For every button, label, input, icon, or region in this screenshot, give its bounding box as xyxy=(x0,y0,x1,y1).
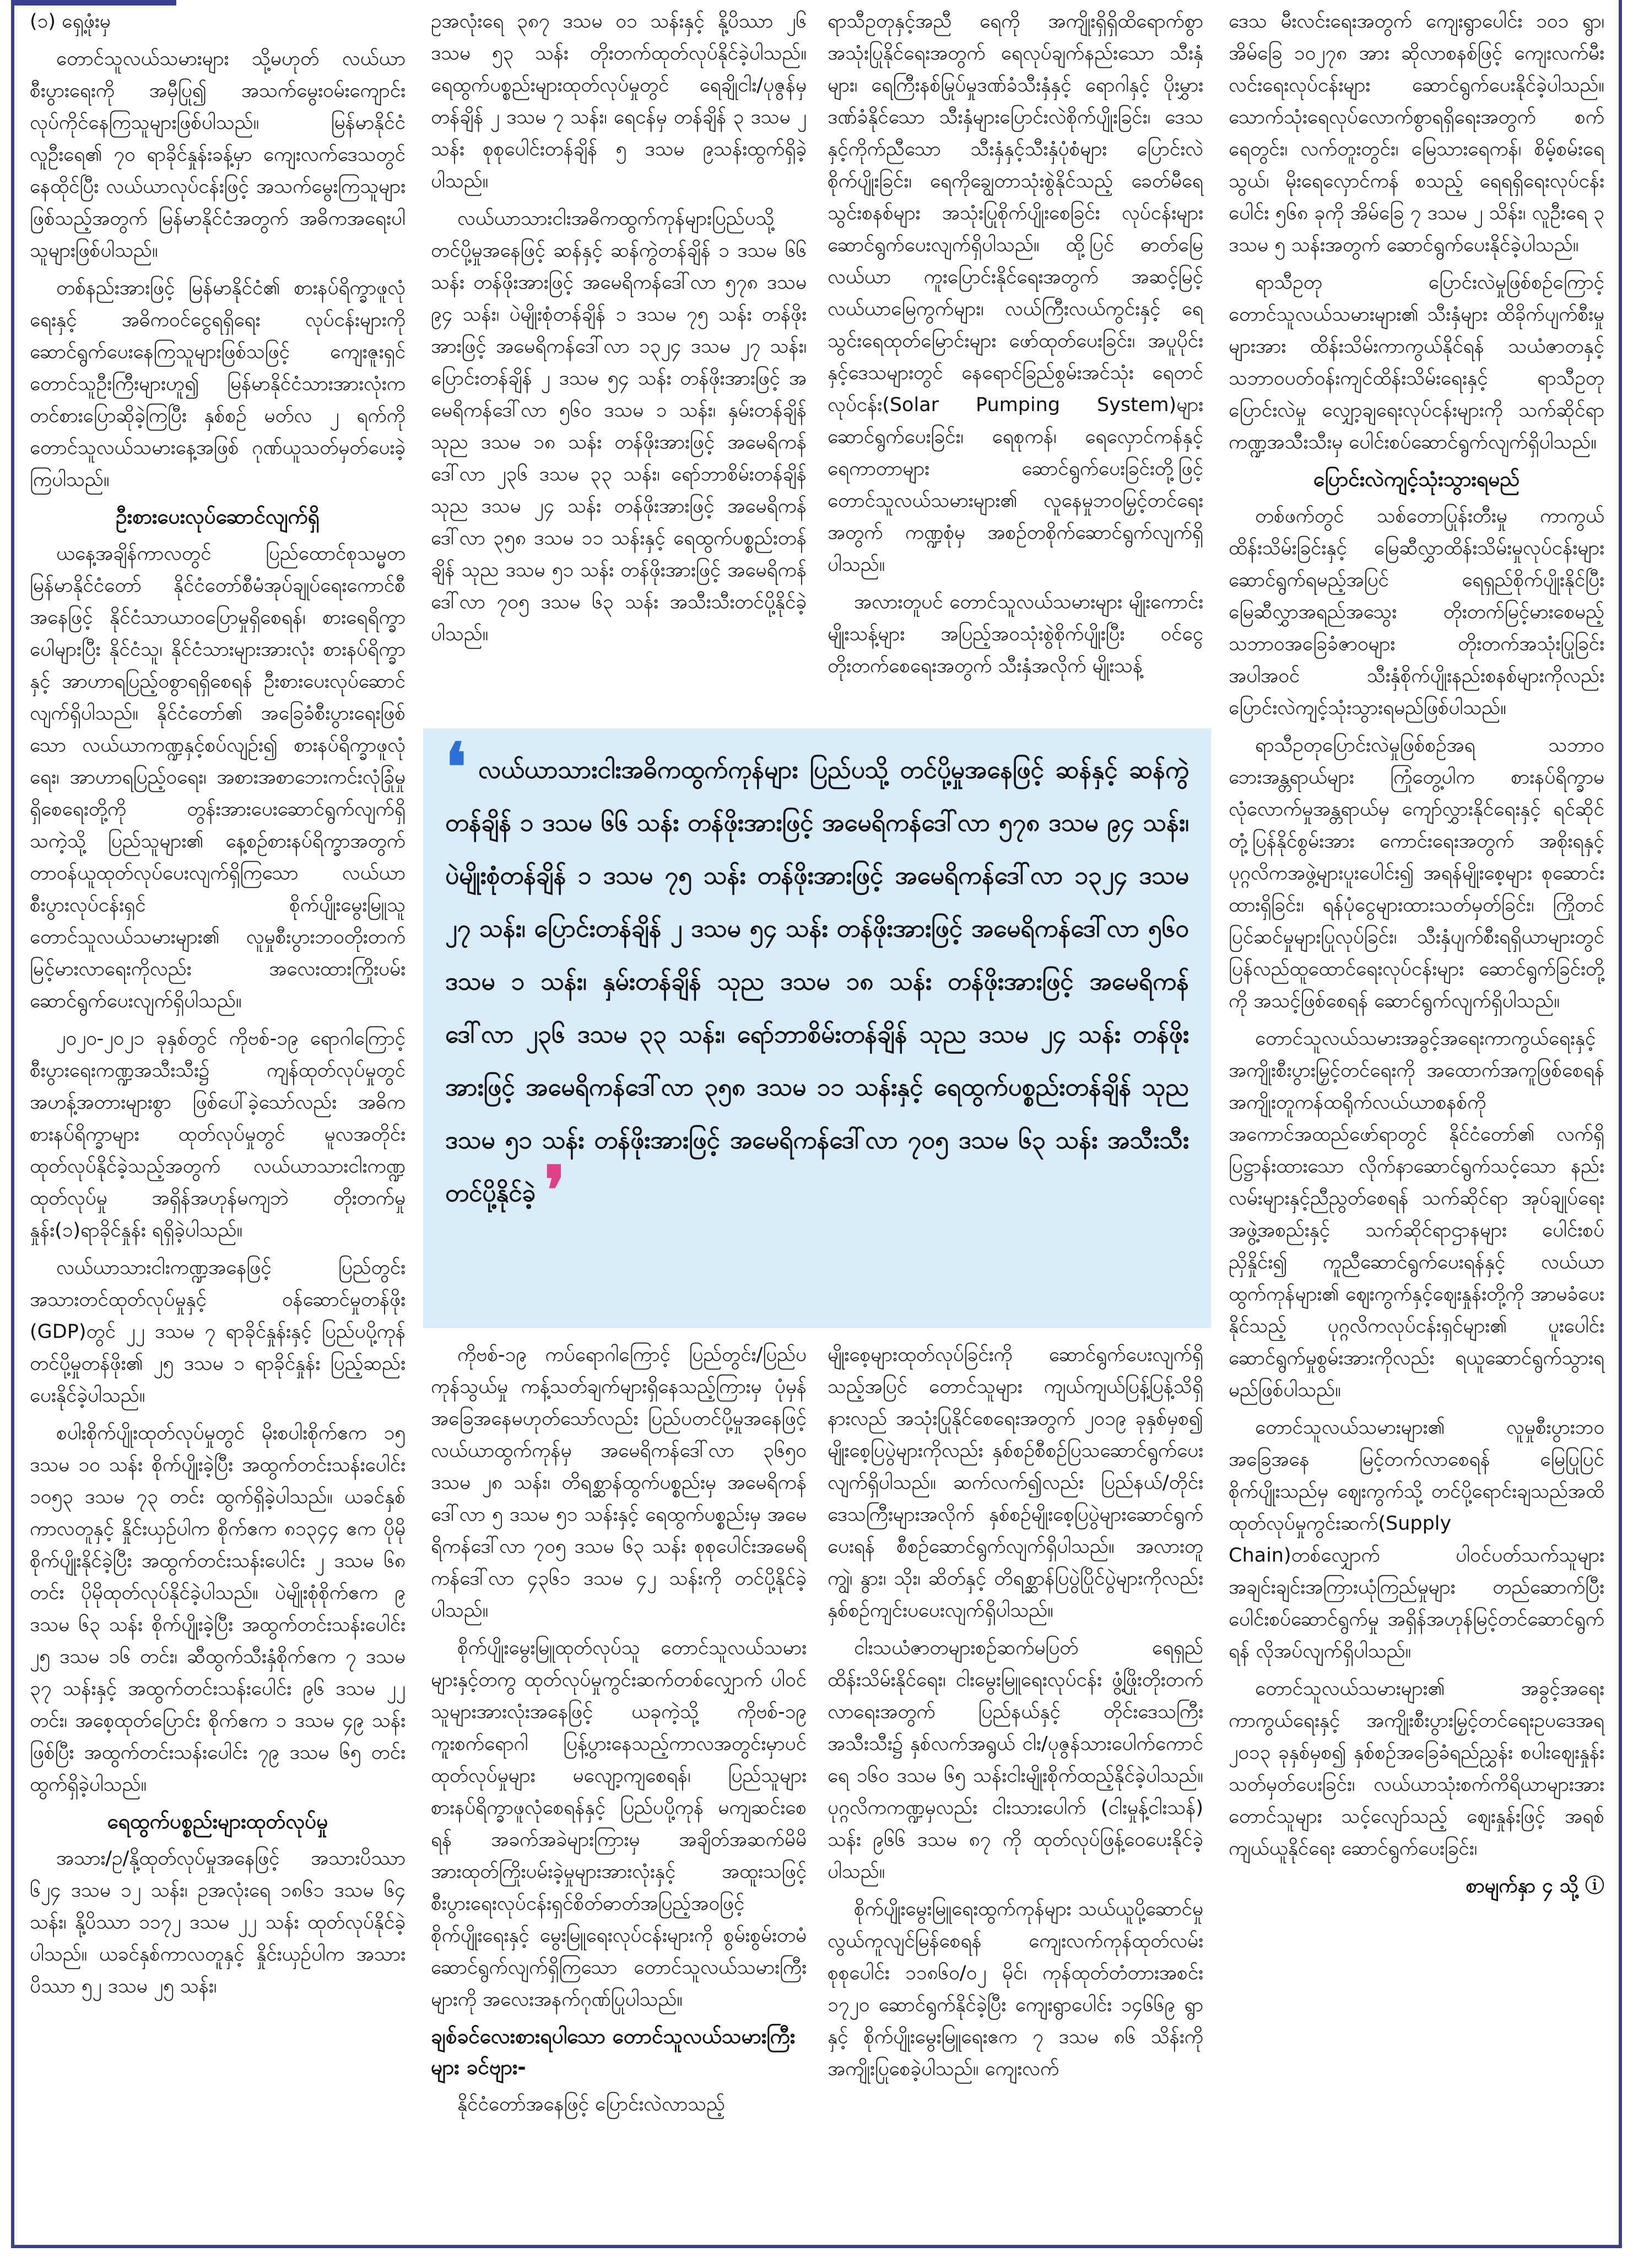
column-3-bottom xyxy=(820,1339,1211,2243)
section-heading: ချစ်ခင်လေးစားရပါသော တောင်သူလယ်သမားကြီးများ ခင်ဗျား- xyxy=(431,2024,796,2079)
paragraph: တောင်သူလယ်သမားအခွင့်အရေးကာကွယ်ရေးနှင့် အကျိုးစီးပွားမြှင့်တင်ရေးကို အထောက်အကူဖြစ်စေရန် အကျိုးတူကန်ထရိုက်လယ်ယာစနစ်ကို အကောင်အထည်ဖော်ရာတွင် နိုင်ငံတော်၏ လက်ရှိပြဋ္ဌာန်းထားသော လိုက်နာဆောင်ရွက်သင့်သော နည်းလမ်းများနှင့်ညီညွတ်စေရန် သက်ဆိုင်ရာ အုပ်ချုပ်ရေးအဖွဲ့အစည်းနှင့် သက်ဆိုင်ရာဌာနများ ပေါင်းစပ်ညှိနှိုင်း၍ ကူညီဆောင်ရွက်ပေးရန်နှင့် လယ်ယာထွက်ကုန်များ၏ ဈေးကွက်နှင့်ဈေးနှုန်းတို့ကို အာမခံပေးနိုင်သည့် ပုဂ္ဂလိကလုပ်ငန်းရှင်များ၏ ပူးပေါင်းဆောင်ရွက်မှုစွမ်းအားကိုလည်း ရယူဆောင်ရွက်သွားရမည်ဖြစ်ပါသည်။ xyxy=(1229,1028,1604,1401)
section-heading: ရေထွက်ပစ္စည်းများထုတ်လုပ်မှု xyxy=(107,1810,328,1833)
paragraph: လယ်ယာသားငါးကဏ္ဍအနေဖြင့် ပြည်တွင်းအသားတင်ထုတ်လုပ်မှုနှင့် ဝန်ဆောင်မှုတန်ဖိုး (GDP)တွင် ၂၂ ဒသမ ၇ ရာခိုင်နှုန်းနှင့် ပြည်ပပို့ကုန်တင်ပို့မှုတန်ဖိုး၏ ၂၅ ဒသမ ၁ ရာခိုင်နှုန်း ပြည့်ဆည်းပေးနိုင်ခဲ့ပါသည်။ xyxy=(30,1257,405,1407)
continued-on-page: စာမျက်နှာ ၄ သို့ ⓘ xyxy=(1466,1875,1604,1897)
paragraph: လယ်ယာသားငါးအဓိကထွက်ကုန်များပြည်ပသို့ တင်ပို့မှုအနေဖြင့် ဆန်နှင့် ဆန်ကွဲတန်ချိန် ၁ ဒသမ ၆၆ သန်း တန်ဖိုးအားဖြင့် အမေရိကန်ဒေါ်လာ ၅၇၈ ဒသမ ၉၄ သန်း၊ ပဲမျိုးစုံတန်ချိန် ၁ ဒသမ ၇၅ သန်း တန်ဖိုးအားဖြင့် အမေရိကန်ဒေါ်လာ ၁၃၂၄ ဒသမ ၂၇ သန်း၊ ပြောင်းတန်ချိန် ၂ ဒသမ ၅၄ သန်း တန်ဖိုးအားဖြင့် အမေရိကန်ဒေါ်လာ ၅၆၀ ဒသမ ၁ သန်း၊ နှမ်းတန်ချိန် သုည ဒသမ ၁၈ သန်း တန်ဖိုးအားဖြင့် အမေရိကန်ဒေါ်လာ ၂၃၆ ဒသမ ၃၃ သန်း၊ ရော်ဘာစိမ်းတန်ချိန် သုည ဒသမ ၂၄ သန်း တန်ဖိုးအားဖြင့် အမေရိကန်ဒေါ်လာ ၃၅၈ ဒသမ ၁၁ သန်းနှင့် ရေထွက်ပစ္စည်းတန်ချိန် သုည ဒသမ ၅၁ သန်း တန်ဖိုးအားဖြင့် အမေရိကန်ဒေါ်လာ ၇၀၅ ဒသမ ၆၃ သန်း အသီးသီးတင်ပို့နိုင်ခဲ့ပါသည်။ xyxy=(431,208,807,645)
section-heading: ဦးစားပေးလုပ်ဆောင်လျက်ရှိ xyxy=(116,505,320,528)
column-3-top xyxy=(820,6,1211,722)
paragraph: အသား/ဥ/နို့ထုတ်လုပ်မှုအနေဖြင့် အသားပိဿာ ၆၂၄ ဒသမ ၁၂ သန်း၊ ဥအလုံးရေ ၁၈၆၁ ဒသမ ၆၄ သန်း၊ နို့ပိဿာ ၁၁၇၂ ဒသမ ၂၂ သန်း ထုတ်လုပ်နိုင်ခဲ့ပါသည်။ ယခင်နှစ်ကာလတူနှင့် နှိုင်းယှဉ်ပါက အသားပိဿာ ၅၂ ဒသမ ၂၅ သန်း၊ xyxy=(30,1848,405,1997)
section-heading: ပြောင်းလဲကျင့်သုံးသွားရမည် xyxy=(1313,467,1520,491)
pull-quote-text xyxy=(445,728,1189,1229)
column-1 xyxy=(22,6,413,2243)
paragraph: အလားတူပင် တောင်သူလယ်သမားများ မျိုးကောင်းမျိုးသန့်များ အပြည့်အဝသုံးစွဲစိုက်ပျိုးပြီး ဝင်ငွေတိုးတက်စေရေးအတွက် သီးနှံအလိုက် မျိုးသန့် xyxy=(828,591,1203,677)
top-accent-bar xyxy=(11,0,176,6)
paragraph: စပါးစိုက်ပျိုးထုတ်လုပ်မှုတွင် မိုးစပါးစိုက်ဧက ၁၅ ဒသမ ၁၀ သန်း စိုက်ပျိုးခဲ့ပြီး အထွက်တင်းသန်းပေါင်း ၁၀၅၃ ဒသမ ၇၃ တင်း ထွက်ရှိခဲ့ပါသည်။ ယခင်နှစ်ကာလတူနှင့် နှိုင်းယှဉ်ပါက စိုက်ဧက ၈၁၃၄၄ ဧက ပိုမိုစိုက်ပျိုးနိုင်ခဲ့ပြီး အထွက်တင်းသန်းပေါင်း ၂ ဒသမ ၆၈ တင်း ပိုမိုထုတ်လုပ်နိုင်ခဲ့ပါသည်။ ပဲမျိုးစုံစိုက်ဧက ၉ ဒသမ ၆၃ သန်း စိုက်ပျိုးခဲ့ပြီး အထွက်တင်းသန်းပေါင်း ၂၅ ဒသမ ၁၆ တင်း၊ ဆီထွက်သီးနှံစိုက်ဧက ၇ ဒသမ ၃၇ သန်းနှင့် အထွက်တင်းသန်းပေါင်း ၉၆ ဒသမ ၂၂ တင်း၊ အစေ့ထုတ်ပြောင်း စိုက်ဧက ၁ ဒသမ ၄၉ သန်းဖြစ်ပြီး အထွက်တင်းသန်းပေါင်း ၇၉ ဒသမ ၆၅ တင်းထွက်ရှိခဲ့ပါသည်။ xyxy=(30,1422,405,1796)
close-quote-icon: ❜ xyxy=(544,1152,566,1229)
paragraph: ကိုဗစ်-၁၉ ကပ်ရောဂါကြောင့် ပြည်တွင်း/ပြည်ပကုန်သွယ်မှု ကန့်သတ်ချက်များရှိနေသည့်ကြားမှ ပုံမှန်အခြေအနေမဟုတ်သော်လည်း ပြည်ပတင်ပို့မှုအနေဖြင့် လယ်ယာထွက်ကုန်မှ အမေရိကန်ဒေါ်လာ ၃၆၅၀ ဒသမ ၂၈ သန်း၊ တိရစ္ဆာန်ထွက်ပစ္စည်းမှ အမေရိကန်ဒေါ်လာ ၅ ဒသမ ၅၁ သန်းနှင့် ရေထွက်ပစ္စည်းမှ အမေရိကန်ဒေါ်လာ ၇၀၅ ဒသမ ၆၃ သန်း စုစုပေါင်းအမေရိကန်ဒေါ်လာ ၄၃၆၁ ဒသမ ၄၂ သန်းကို တင်ပို့နိုင်ခဲ့ပါသည်။ xyxy=(431,1344,807,1622)
paragraph: ယနေ့အချိန်ကာလတွင် ပြည်ထောင်စုသမ္မတမြန်မာနိုင်ငံတော် နိုင်ငံတော်စီမံအုပ်ချုပ်ရေးကောင်စီအနေဖြင့် နိုင်ငံသာယာဝပြောမှုရှိစေရန်၊ စားရေရိက္ခာပေါများပြီး နိုင်ငံသူ၊ နိုင်ငံသားများအားလုံး စားနပ်ရိက္ခာနှင့် အာဟာရပြည့်ဝစွာရရှိစေရန် ဦးစားပေးလုပ်ဆောင်လျက်ရှိပါသည်။ နိုင်ငံတော်၏ အခြေခံစီးပွားရေးဖြစ်သော လယ်ယာကဏ္ဍနှင့်စပ်လျဉ်း၍ စားနပ်ရိက္ခာဖူလုံရေး၊ အာဟာရပြည့်ဝရေး၊ အစားအစာဘေးကင်းလုံခြုံမှုရှိစေရေးတို့ကို တွန်းအားပေးဆောင်ရွက်လျက်ရှိသကဲ့သို့ ပြည်သူများ၏ နေ့စဉ်စားနပ်ရိက္ခာအတွက် တာဝန်ယူထုတ်လုပ်ပေးလျက်ရှိကြသော လယ်ယာစီးပွားလုပ်ငန်းရှင် စိုက်ပျိုးမွေးမြူသူ တောင်သူလယ်သမားများ၏ လူမှုစီးပွားဘဝတိုးတက်မြင့်မားလာရေးကိုလည်း အလေးထားကြိုးပမ်းဆောင်ရွက်ပေးလျက်ရှိပါသည်။ xyxy=(30,543,405,1012)
paragraph: ရာသီဥတုပြောင်းလဲမှုဖြစ်စဉ်အရ သဘာဝဘေးအန္တရာယ်များ ကြုံတွေ့ပါက စားနပ်ရိက္ခာမလုံလောက်မှုအန္တရာယ်မှ ကျော်လွှားနိုင်ရေးနှင့် ရင်ဆိုင်တုံ့ပြန်နိုင်စွမ်းအား ကောင်းရေးအတွက် အစိုးရနှင့် ပုဂ္ဂလိကအဖွဲ့များပူးပေါင်း၍ အရန်မျိုးစေ့များ စုဆောင်းထားရှိခြင်း၊ ရန်ပုံငွေများထားသတ်မှတ်ခြင်း၊ ကြိုတင်ပြင်ဆင်မှုများပြုလုပ်ခြင်း၊ သီးနှံပျက်စီးရရှိယာများတွင် ပြန်လည်ထူထောင်ရေးလုပ်ငန်းများ ဆောင်ရွက်ခြင်းတို့ကို အသင့်ဖြစ်စေရန် ဆောင်ရွက်လျက်ရှိပါသည်။ xyxy=(1229,735,1604,1012)
continued-from-cover: (၁) ရှေ့ဖုံးမှ xyxy=(30,10,111,33)
column-2-bottom xyxy=(423,1339,814,2243)
column-2-top xyxy=(423,6,814,722)
paragraph: နိုင်ငံတော်အနေဖြင့် ပြောင်းလဲလာသည့် xyxy=(457,2093,725,2115)
paragraph: ဥအလုံးရေ ၃၈၇ ဒသမ ၀၁ သန်းနှင့် နို့ပိဿာ ၂၆ ဒသမ ၅၃ သန်း တိုးတက်ထုတ်လုပ်နိုင်ခဲ့ပါသည်။ ရေထွက်ပစ္စည်းများထုတ်လုပ်မှုတွင် ရေချိုငါး/ပုဇွန်မှ တန်ချိန် ၂ ဒသမ ၇ သန်း၊ ရေငန်မှ တန်ချိန် ၃ ဒသမ ၂ သန်း စုစုပေါင်းတန်ချိန် ၅ ဒသမ ၉သန်းထွက်ရှိခဲ့ပါသည်။ xyxy=(431,10,807,192)
paragraph: ရာသီဥတု ပြောင်းလဲမှုဖြစ်စဉ်ကြောင့် တောင်သူလယ်သမားများ၏ သီးနှံများ ထိခိုက်ပျက်စီးမှုများအား ထိန်းသိမ်းကာကွယ်နိုင်ရန် သယံဇာတနှင့် သဘာဝပတ်ဝန်းကျင်ထိန်းသိမ်းရေးနှင့် ရာသီဥတုပြောင်းလဲမှု လျှော့ချရေးလုပ်ငန်းများကို သက်ဆိုင်ရာကဏ္ဍအသီးသီးမှ ပေါင်းစပ်ဆောင်ရွက်လျက်ရှိပါသည်။ xyxy=(1229,272,1604,453)
open-quote-icon: ❛ xyxy=(445,728,467,806)
paragraph: တောင်သူလယ်သမားများ သို့မဟုတ် လယ်ယာစီးပွားရေးကို အမှီပြု၍ အသက်မွေးဝမ်းကျောင်းလုပ်ကိုင်နေကြသူများဖြစ်ပါသည်။ မြန်မာနိုင်ငံလူဦးရေ၏ ၇၀ ရာခိုင်နှုန်းခန့်မှာ ကျေးလက်ဒေသတွင် နေထိုင်ပြီး လယ်ယာလုပ်ငန်းဖြင့် အသက်မွေးကြသူများဖြစ်သည့်အတွက် မြန်မာနိုင်ငံအတွက် အဓိကအရေးပါသူများဖြစ်ပါသည်။ xyxy=(30,48,405,262)
paragraph: မျိုးစေ့များထုတ်လုပ်ခြင်းကို ဆောင်ရွက်ပေးလျက်ရှိသည့်အပြင် တောင်သူများ ကျယ်ကျယ်ပြန့်ပြန့်သိရှိနားလည် အသုံးပြုနိုင်စေရေးအတွက် ၂၀၁၉ ခုနှစ်မှစ၍ မျိုးစေ့ပြပွဲများကိုလည်း နှစ်စဉ်စီစဉ်ပြသဆောင်ရွက်ပေးလျက်ရှိပါသည်။ ဆက်လက်၍လည်း ပြည်နယ်/တိုင်းဒေသကြီးများအလိုက် နှစ်စဉ်မျိုးစေ့ပြပွဲများဆောင်ရွက်ပေးရန် စီစဉ်ဆောင်ရွက်လျက်ရှိပါသည်။ အလားတူ ကျွဲ၊ နွား၊ သိုး၊ ဆိတ်နှင့် တိရစ္ဆာန်ပြပွဲပြိုင်ပွဲများကိုလည်း နှစ်စဉ်ကျင်းပပေးလျက်ရှိပါသည်။ xyxy=(828,1344,1203,1622)
pull-quote-body: လယ်ယာသားငါးအဓိကထွက်ကုန်များ ပြည်ပသို့ တင်ပို့မှုအနေဖြင့် ဆန်နှင့် ဆန်ကွဲတန်ချိန် ၁ ဒသမ ၆၆ သန်း တန်ဖိုးအားဖြင့် အမေရိကန်ဒေါ်လာ ၅၇၈ ဒသမ ၉၄ သန်း၊ ပဲမျိုးစုံတန်ချိန် ၁ ဒသမ ၇၅ သန်း တန်ဖိုးအားဖြင့် အမေရိကန်ဒေါ်လာ ၁၃၂၄ ဒသမ ၂၇ သန်း၊ ပြောင်းတန်ချိန် ၂ ဒသမ ၅၄ သန်း တန်ဖိုးအားဖြင့် အမေရိကန်ဒေါ်လာ ၅၆၀ ဒသမ ၁ သန်း၊ နှမ်းတန်ချိန် သုည ဒသမ ၁၈ သန်း တန်ဖိုးအားဖြင့် အမေရိကန်ဒေါ်လာ ၂၃၆ ဒသမ ၃၃ သန်း၊ ရော်ဘာစိမ်းတန်ချိန် သုည ဒသမ ၂၄ သန်း တန်ဖိုးအားဖြင့် အမေရိကန်ဒေါ်လာ ၃၅၈ ဒသမ ၁၁ သန်းနှင့် ရေထွက်ပစ္စည်းတန်ချိန် သုည ဒသမ ၅၁ သန်း တန်ဖိုးအားဖြင့် အမေရိကန်ဒေါ်လာ ၇၀၅ ဒသမ ၆၃ သန်း အသီးသီးတင်ပို့နိုင်ခဲ့ xyxy=(445,756,1189,1207)
paragraph: ငါးသယံဇာတများစဉ်ဆက်မပြတ် ရေရှည်ထိန်းသိမ်းနိုင်ရေး၊ ငါးမွေးမြူရေးလုပ်ငန်း ဖွံ့ဖြိုးတိုးတက်လာရေးအတွက် ပြည်နယ်နှင့် တိုင်းဒေသကြီးအသီးသီး၌ နှစ်လက်အရွယ် ငါး/ပုဇွန်သားပေါက်ကောင်ရေ ၁၆၀ ဒသမ ၆၅ သန်းငါးမျိုးစိုက်ထည့်နိုင်ခဲ့ပါသည်။ ပုဂ္ဂလိကကဏ္ဍမှလည်း ငါးသားပေါက် (ငါးမှုန့်ငါးသန်) သန်း ၉၆၆ ဒသမ ၈၇ ကို ထုတ်လုပ်ဖြန့်ဝေပေးနိုင်ခဲ့ပါသည်။ xyxy=(828,1637,1203,1883)
pull-quote xyxy=(423,728,1211,1328)
paragraph: စိုက်ပျိုးမွေးမြူထုတ်လုပ်သူ တောင်သူလယ်သမားများနှင့်တကွ ထုတ်လုပ်မှုကွင်းဆက်တစ်လျှောက် ပါဝင်သူများအားလုံးအနေဖြင့် ယခုကဲ့သို့ ကိုဗစ်-၁၉ ကူးစက်ရောဂါ ပြန့်ပွားနေသည့်ကာလအတွင်းမှာပင် ထုတ်လုပ်မှုများ မလျော့ကျစေရန်၊ ပြည်သူများစားနပ်ရိက္ခာဖူလုံစေရန်နှင့် ပြည်ပပို့ကုန် မကျဆင်းစေရန် အခက်အခဲများကြားမှ အချိတ်အဆက်မိမိ အားထုတ်ကြိုးပမ်းခဲ့မှုများအားလုံးနှင့် အထူးသဖြင့် စီးပွားရေးလုပ်ငန်းရှင်စိတ်ဓာတ်အပြည့်အဝဖြင့် စိုက်ပျိုးရေးနှင့် မွေးမြူရေးလုပ်ငန်းများကို စွမ်းစွမ်းတမံဆောင်ရွက်လျက်ရှိကြသော တောင်သူလယ်သမားကြီးများကို အလေးအနက်ဂုဏ်ပြုပါသည်။ xyxy=(431,1637,807,2011)
paragraph: တောင်သူလယ်သမားများ၏ အခွင့်အရေးကာကွယ်ရေးနှင့် အကျိုးစီးပွားမြှင့်တင်ရေးဥပဒေအရ ၂၀၁၃ ခုနှစ်မှစ၍ နှစ်စဉ်အခြေခံရည်ညွှန်း စပါးဈေးနှုန်းသတ်မှတ်ပေးခြင်း၊ လယ်ယာသုံးစက်ကိရိယာများအား တောင်သူများ သင့်လျော်သည့် ဈေးနှုန်းဖြင့် အရစ်ကျယ်ယူနိုင်ရေး ဆောင်ရွက်ပေးခြင်း၊ xyxy=(1229,1678,1604,1860)
paragraph: တစ်ဖက်တွင် သစ်တောပြုန်းတီးမှု ကာကွယ်ထိန်းသိမ်းခြင်းနှင့် မြေဆီလွှာထိန်းသိမ်းမှုလုပ်ငန်းများ ဆောင်ရွက်ရမည့်အပြင် ရေရှည်စိုက်ပျိုးနိုင်ပြီး မြေဆီလွှာအရည်အသွေး တိုးတက်မြင့်မားစေမည့် သဘာဝအခြေခံဇာဝများ တိုးတက်အသုံးပြုခြင်း အပါအဝင် သီးနှံစိုက်ပျိုးနည်းစနစ်များကိုလည်း ပြောင်းလဲကျင့်သုံးသွားရမည်ဖြစ်ပါသည်။ xyxy=(1229,505,1604,719)
paragraph: ၂၀၂၀-၂၀၂၁ ခုနှစ်တွင် ကိုဗစ်-၁၉ ရောဂါကြောင့် စီးပွားရေးကဏ္ဍအသီးသီး၌ ကျန်ထုတ်လုပ်မှုတွင် အဟန့်အတားများစွာ ဖြစ်ပေါ်ခဲ့သော်လည်း အဓိကစားနပ်ရိက္ခာများ ထုတ်လုပ်မှုတွင် မူလအတိုင်း ထုတ်လုပ်နိုင်ခဲ့သည့်အတွက် လယ်ယာသားငါးကဏ္ဍထုတ်လုပ်မှု အရှိန်အဟုန်မကျဘဲ တိုးတက်မှုနှုန်း(၁)ရာခိုင်နှုန်း ရရှိခဲ့ပါသည်။ xyxy=(30,1028,405,1241)
paragraph: တစ်နည်းအားဖြင့် မြန်မာနိုင်ငံ၏ စားနပ်ရိက္ခာဖူလုံရေးနှင့် အဓိကဝင်ငွေရရှိရေး လုပ်ငန်းများကို ဆောင်ရွက်ပေးနေကြသူများဖြစ်သဖြင့် ကျေးဇူးရှင် တောင်သူဦးကြီးများဟူ၍ မြန်မာနိုင်ငံသားအားလုံးက တင်စားပြောဆိုခဲ့ကြပြီး နှစ်စဉ် မတ်လ ၂ ရက်ကို တောင်သူလယ်သမားနေ့အဖြစ် ဂုဏ်ယူသတ်မှတ်ပေးခဲ့ကြပါသည်။ xyxy=(30,277,405,491)
paragraph: ဒေသ မီးလင်းရေးအတွက် ကျေးရွာပေါင်း ၁၀၁ ရွာ၊ အိမ်ခြေ ၁၀၂၇၈ အား ဆိုလာစနစ်ဖြင့် ကျေးလက်မီးလင်းရေးလုပ်ငန်းများ ဆောင်ရွက်ပေးနိုင်ခဲ့ပါသည်။ သောက်သုံးရေလုပ်လောက်စွာရရှိရေးအတွက် စက်ရေတွင်း၊ လက်တူးတွင်း၊ မြေသားရေကန်၊ စိမ့်စမ်းရေသွယ်၊ မိုးရေလှောင်ကန် စသည့် ရေရရှိရေးလုပ်ငန်းပေါင်း ၅၆၈ ခုကို အိမ်ခြေ ၇ ဒသမ ၂ သိန်း၊ လူဦးရေ ၃ ဒသမ ၅ သန်းအတွက် ဆောင်ရွက်ပေးနိုင်ခဲ့ပါသည်။ xyxy=(1229,10,1604,256)
paragraph: တောင်သူလယ်သမားများ၏ လူမှုစီးပွားဘဝအခြေအနေ မြင့်တက်လာစေရန် မြေပြုပြင်စိုက်ပျိုးသည်မှ ဈေးကွက်သို့ တင်ပို့ရောင်းချသည်အထိ ထုတ်လုပ်မှုကွင်းဆက်(Supply Chain)တစ်လျှောက် ပါဝင်ပတ်သက်သူများ အချင်းချင်းအကြားယုံကြည်မှုများ တည်ဆောက်ပြီး ပေါင်းစပ်ဆောင်ရွက်မှု အရှိန်အဟုန်မြင့်တင်ဆောင်ရွက်ရန် လိုအပ်လျက်ရှိပါသည်။ xyxy=(1229,1417,1604,1662)
paragraph: စိုက်ပျိုးမွေးမြူရေးထွက်ကုန်များ သယ်ယူပို့ဆောင်မှု လွယ်ကူလျင်မြန်စေရန် ကျေးလက်ကုန်ထုတ်လမ်းစုစုပေါင်း ၁၁၈၆၀/၀၂ မိုင်၊ ကုန်ထုတ်တံတားအစင်း ၁၇၂၀ ဆောင်ရွက်နိုင်ခဲ့ပြီး ကျေးရွာပေါင်း ၁၄၆၆၉ ရွာနှင့် စိုက်ပျိုးမွေးမြူရေးဧက ၇ ဒသမ ၈၆ သိန်းကို အကျိုးပြုစေခဲ့ပါသည်။ ကျေးလက် xyxy=(828,1898,1203,2080)
column-4 xyxy=(1221,6,1612,2243)
paragraph: ရာသီဥတုနှင့်အညီ ရေကို အကျိုးရှိရှိထိရောက်စွာ အသုံးပြုနိုင်ရေးအတွက် ရေလုပ်ချက်နည်းသော သီးနှံများ၊ ရေကြီးနစ်မြုပ်မှုဒဏ်ခံသီးနှံနှင့် ရောဂါနှင့် ပိုးမွှားဒဏ်ခံနိုင်သော သီးနှံများပြောင်းလဲစိုက်ပျိုးခြင်း၊ ဒေသနှင့်ကိုက်ညီသော သီးနှံနှင့်သီးနှံပုံစံများ ပြောင်းလဲစိုက်ပျိုးခြင်း၊ ရေကိုချွေတာသုံးစွဲနိုင်သည့် ခေတ်မီရေသွင်းစနစ်များ အသုံးပြုစိုက်ပျိုးစေခြင်း လုပ်ငန်းများ ဆောင်ရွက်ပေးလျက်ရှိပါသည်။ ထို့ပြင် ဓာတ်မြေလယ်ယာ ကူးပြောင်းနိုင်ရေးအတွက် အဆင့်မြင့်လယ်ယာမြေကွက်များ၊ လယ်ကြီးလယ်ကွင်းနှင့် ရေသွင်းရေထုတ်မြောင်းများ ဖော်ထုတ်ပေးခြင်း၊ အပူပိုင်းနှင့်ဒေသများတွင် နေရောင်ခြည်စွမ်းအင်သုံး ရေတင်လုပ်ငန်း(Solar Pumping System)များ ဆောင်ရွက်ပေးခြင်း၊ ရေစုကန်၊ ရေလှောင်ကန်နှင့် ရေကာတာများ ဆောင်ရွက်ပေးခြင်းတို့ဖြင့် တောင်သူလယ်သမားများ၏ လူနေမှုဘဝမြှင့်တင်ရေးအတွက် ကဏ္ဍစုံမှ အစဉ်တစိုက်ဆောင်ရွက်လျက်ရှိပါသည်။ xyxy=(828,10,1203,576)
